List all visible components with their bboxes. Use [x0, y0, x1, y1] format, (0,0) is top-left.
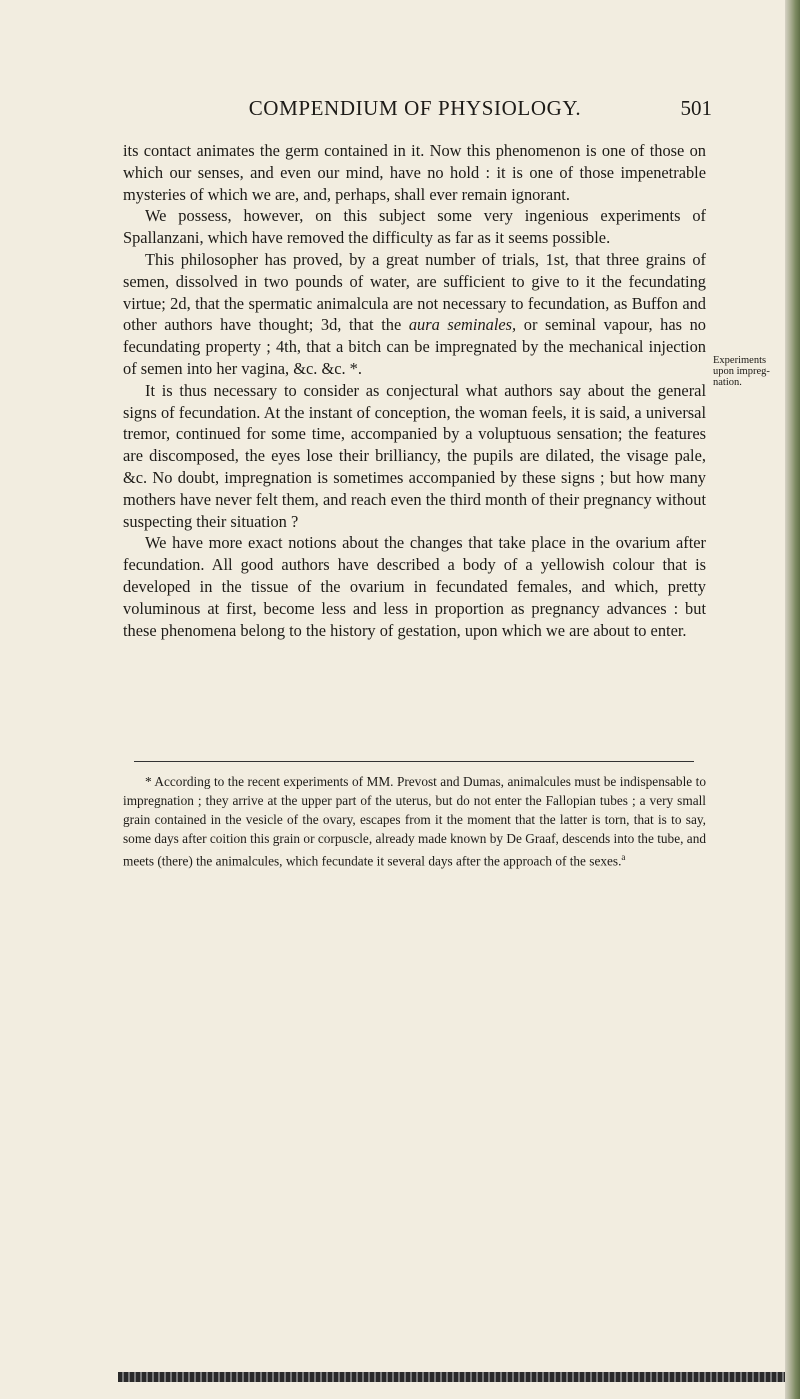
margin-note-line-3: nation. [713, 377, 742, 388]
paragraph-4: It is thus necessary to consider as conjectural what authors say about the general signs of fecundation. At the instant of conception, the woman feels, it is said, a universal tremor, continued for some time, accompanied by a voluptuous sensation; the features are discomposed, the eyes lose their brilliancy, the pupils are dilated, the visage pale, &c. No doubt, impregnation is sometimes accompanied by these signs ; but how many mothers have never felt them, and reach even the third month of their pregnancy without suspecting their situation ? [123, 380, 706, 531]
margin-note-line-1: Experiments [713, 355, 767, 366]
page-header [118, 96, 712, 136]
footnote-divider [134, 761, 694, 762]
body-text [123, 140, 706, 641]
footnote-paragraph [123, 772, 706, 870]
footnote-text: * According to the recent experiments of MM. Prevost and Dumas, animalcules must be indispensable to impregnation ; they arrive at the upper part of the uterus, but do not enter the Fallopian tubes ; a very small grain contained in the vesicle of the ovary, escapes from it the moment that the latter is torn, that is to say, some days after coition this grain or corpuscle, already made known by De Graaf, descends into the tube, and meets (there) the animalcules, which fecundate it several days after the approach of the sexes. [123, 774, 706, 869]
running-title: COMPENDIUM OF PHYSIOLOGY. [248, 96, 582, 120]
footnote-marker: a [621, 852, 626, 862]
paragraph-2: We possess, however, on this subject some very ingenious experiments of Spallanzani, which have removed the difficulty as far as it seems possible. [123, 206, 706, 248]
paragraph-3 [123, 249, 706, 380]
page-bottom-edge [118, 1372, 785, 1382]
paragraph-5: We have more exact notions about the changes that take place in the ovarium after fecundation. All good authors have described a body of a yellowish colour that is developed in the tissue of the ovarium in fecundated females, and which, pretty voluminous at first, become less and less in proportion as pregnancy advances : but these phenomena belong to the history of gestation, upon which we are about to enter. [123, 533, 706, 640]
paragraph-1: its contact animates the germ contained in it. Now this phenomenon is one of those on which our senses, and even our mind, have no hold : it is one of those impenetrable mysteries of which we are, and, perhaps, shall ever remain ignorant. [123, 141, 706, 204]
margin-note [713, 355, 791, 388]
paragraph-3-text-a: This philosopher has proved, by a great number of trials, 1st, that three grains of semen, dissolved in two pounds of water, are sufficient to give to it the fecundating virtue; 2d, that the spermatic animalcula are not necessary to fecundation, as Buffon and other authors have thought; 3d, that the [123, 249, 706, 335]
paragraph-3-italic: aura seminales, [408, 315, 517, 335]
margin-note-line-2: upon impreg- [713, 366, 770, 377]
footnote [123, 772, 706, 870]
page-number: 501 [680, 96, 712, 120]
paragraph-3-text-b: or seminal vapour, has no fecundating property ; 4th, that a bitch can be impregnated by the mechanical injection of semen into her vagina, &c. &c. *. [123, 315, 706, 378]
book-binding-edge [785, 0, 800, 1399]
